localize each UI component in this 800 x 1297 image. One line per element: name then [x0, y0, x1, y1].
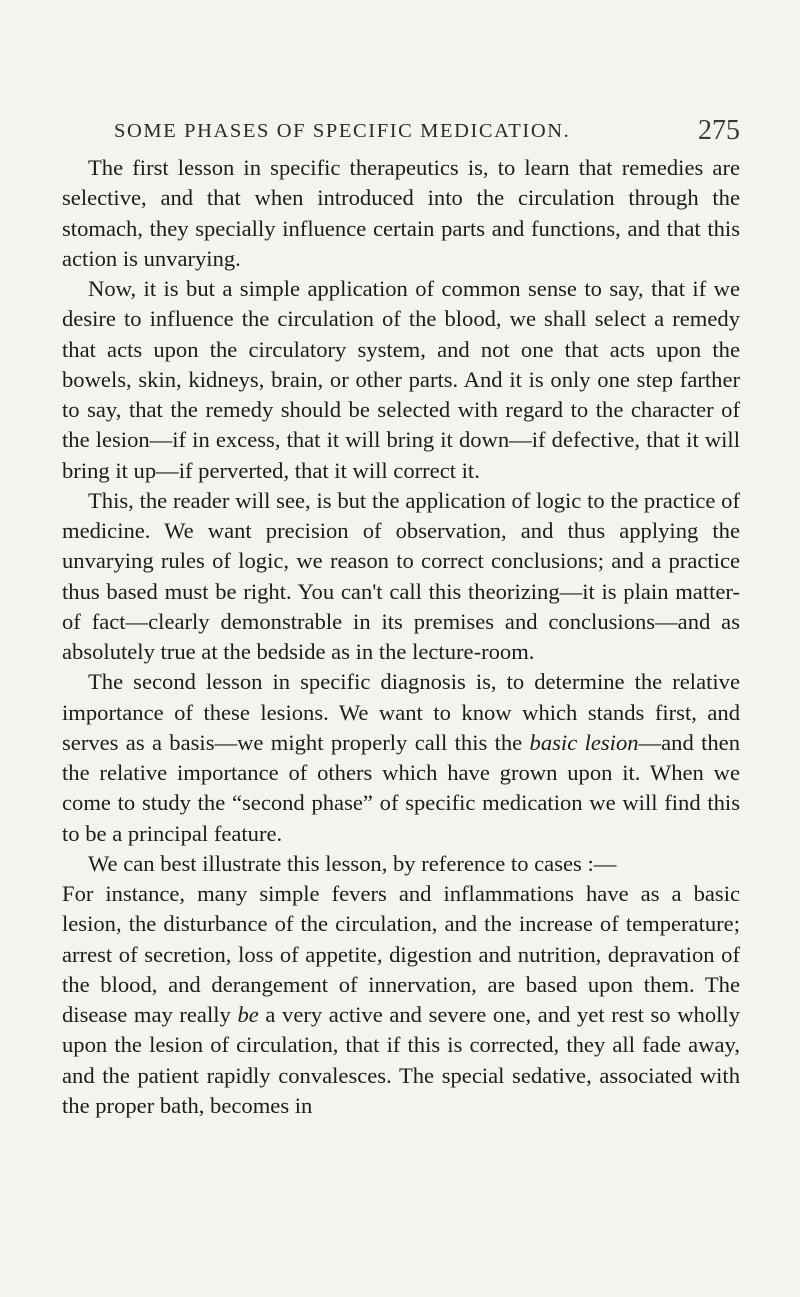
paragraph-logic: This, the reader will see, is but the application of logic to the practice of medicine. We want precision of observation, and thus applying the unvarying rules of logic, we reason to correct conclusions; and a practice thus based must be right. You can't call this theorizing—it is plain matter-of fact—clearly demonstrable in its premises and conclusions—and as absolutely true at the bedside as in the lecture-room.	[62, 487, 740, 664]
emphasis-basic-lesion: basic lesion	[529, 729, 639, 755]
paragraph-for-instance	[62, 879, 740, 1121]
running-head	[0, 115, 800, 150]
paragraph-first-lesson: The first lesson in specific therapeutics is, to learn that remedies are selective, and that when introduced into the circulation through the stomach, they specially influence certain parts and functions, and that this action is unvarying.	[62, 155, 740, 271]
paragraph-text: The second lesson in specific diagnosis is, to determine the relative importance of these lesions. We want to know which stands first, and serves as a basis—we might properly call this the	[62, 669, 740, 755]
paragraph-second-lesson	[62, 667, 740, 849]
paragraph-text: —and then the relative importance of others which have grown upon it. When we come to study the “second phase” of specific medication we will find this to be a principal feature.	[62, 729, 740, 846]
paragraph-text: For instance, many simple fevers and inflammations have as a basic lesion, the disturbance of the circulation, and the increase of temperature; arrest of secretion, loss of appetite, digestion and nutrition, depravation of the blood, and derangement of innervation, are based upon them. The disease may really	[62, 881, 740, 1027]
paragraph-common-sense: Now, it is but a simple application of common sense to say, that if we desire to influence the circulation of the blood, we shall select a remedy that acts upon the circulatory system, and not one that acts upon the bowels, skin, kidneys, brain, or other parts. And it is only one step farther to say, that the remedy should be selected with regard to the character of the lesion—if in excess, that it will bring it down—if defective, that it will bring it up—if perverted, that it will correct it.	[62, 276, 740, 483]
page-number: 275	[698, 115, 740, 146]
paragraph-text: a very active and severe one, and yet rest so wholly upon the lesion of circulation, that if this is corrected, they all fade away, and the patient rapidly convalesces. The special sedative, associated with the proper bath, becomes in	[62, 1002, 740, 1118]
body-text	[62, 153, 740, 1121]
emphasis-be: be	[237, 1002, 259, 1027]
paragraph-illustrate: We can best illustrate this lesson, by reference to cases :—	[88, 850, 617, 876]
running-title: SOME PHASES OF SPECIFIC MEDICATION.	[114, 120, 571, 142]
